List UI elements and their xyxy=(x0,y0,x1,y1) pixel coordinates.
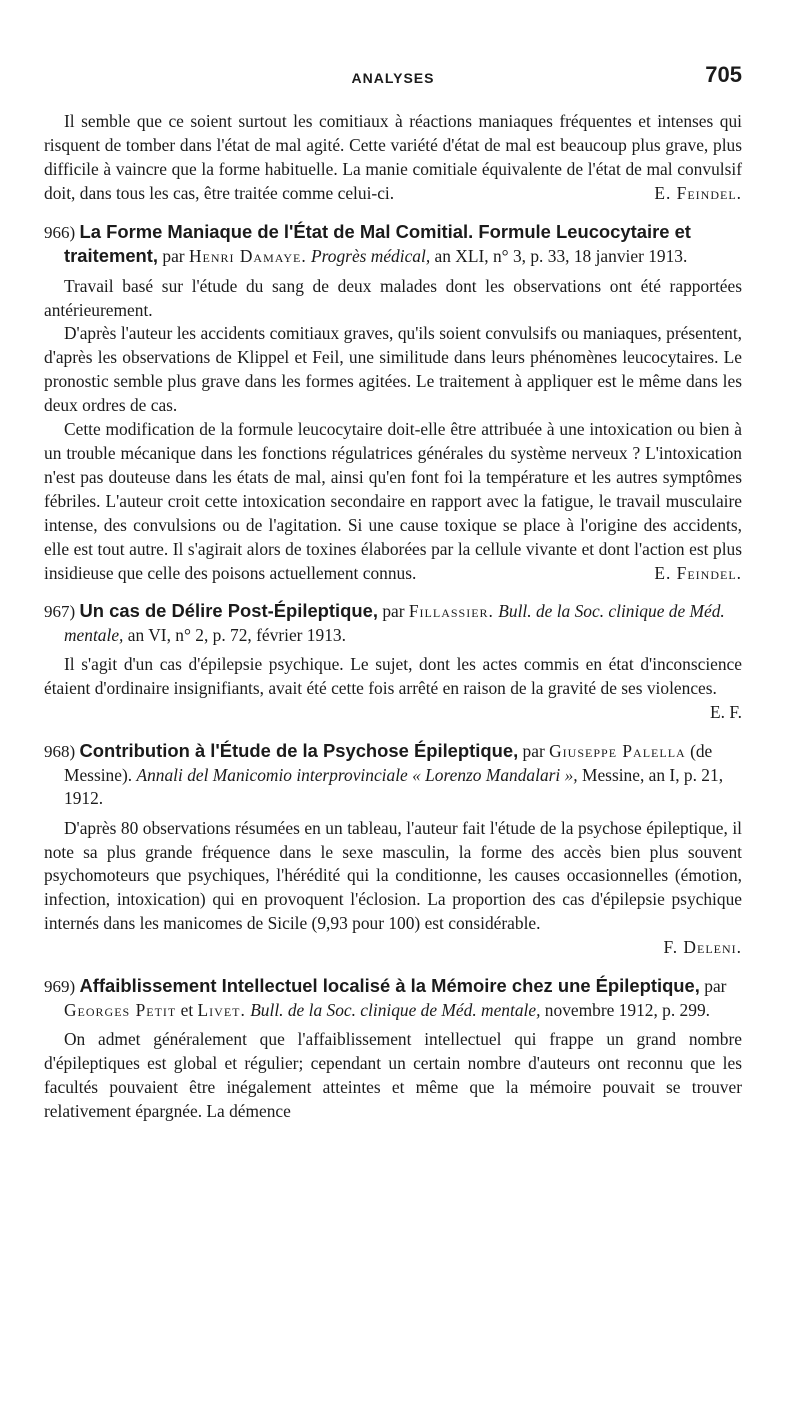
article-author: Henri Damaye. xyxy=(188,246,307,267)
article-969 xyxy=(44,974,742,1124)
intro-signature: E. Feindel. xyxy=(654,182,742,203)
article-number: 967) xyxy=(44,602,76,622)
article-paragraph: On admet généralement que l'affaiblissement intellectuel qui frappe un grand nombre d'épileptiques est global et régulier; cependant un certain nombre d'auteurs ont reconnu que les facultés pouvaient être inégalement atteintes et même que la mémoire pouvait se trouver relativement épargnée. La démence xyxy=(44,1029,742,1121)
article-citation: novembre 1912, p. 299. xyxy=(544,999,710,1020)
article-title: Un cas de Délire Post-Épileptique, xyxy=(79,600,378,622)
article-citation: Messine, an I, p. 21, 1912. xyxy=(64,764,724,809)
page-body xyxy=(44,110,742,1124)
article-968 xyxy=(44,739,742,960)
running-title: ANALYSES xyxy=(351,70,435,86)
article-signature: E. F. xyxy=(710,702,742,723)
article-title: Contribution à l'Étude de la Psychose Épileptique, xyxy=(79,740,519,762)
article-paragraph: Travail basé sur l'étude du sang de deux malades dont les observations ont été rapportées antérieurement. xyxy=(44,275,742,320)
article-paragraph: D'après l'auteur les accidents comitiaux graves, qu'ils soient convulsifs ou maniaques, présentent, d'après les observations de Klippel et Feil, une similitude dans leurs phénomènes leucocytaires. Le pronostic semble plus grave dans les formes agitées. Le traitement à appliquer est le même dans les deux ordres de cas. xyxy=(44,323,742,416)
article-heading: 966) La Forme Maniaque de l'État de Mal Comitial. Formule Leucocytaire et traitement, par Henri Damaye. Progrès médical, an XLI, n° 3, p. 33, 18 janvier 1913. xyxy=(44,220,691,267)
article-author: Georges Petit xyxy=(64,999,177,1020)
article-signature: E. Feindel. xyxy=(654,562,742,583)
article-number: 968) xyxy=(44,742,76,762)
article-journal: Bull. de la Soc. clinique de Méd. mentale, xyxy=(250,999,541,1020)
running-header xyxy=(44,62,742,92)
article-heading: 969) Affaiblissement Intellectuel localisé à la Mémoire chez une Épileptique, par Georges Petit et Livet. Bull. de la Soc. clinique de Méd. mentale, novembre 1912, p. 299. xyxy=(44,975,727,1020)
article-citation: an VI, n° 2, p. 72, février 1913. xyxy=(127,624,346,645)
article-number: 969) xyxy=(44,977,76,997)
article-heading: 967) Un cas de Délire Post-Épileptique, par Fillassier. Bull. de la Soc. clinique de Méd. mentale, an VI, n° 2, p. 72, février 1913. xyxy=(44,600,725,645)
article-paragraph: Cette modification de la formule leucocytaire doit-elle être attribuée à une intoxication ou bien à un trouble mécanique dans les fonctions régulatrices générales du système nerveux ? L'intoxication n'est pas douteuse dans les états de mal, ainsi qu'en font foi la température et les autres symptômes fébriles. L'auteur croit cette intoxication secondaire en rapport avec la fatigue, le travail musculaire intense, des convulsions ou de l'agitation. Si une cause toxique se place à l'origine des accidents, elle est tout autre. Il s'agirait alors de toxines élaborées par la cellule vivante et dont l'action est plus insidieuse que celle des poisons actuellement connus. E. Feindel. xyxy=(44,418,742,585)
article-title: Affaiblissement Intellectuel localisé à la Mémoire chez une Épileptique, xyxy=(79,975,700,997)
page-number: 705 xyxy=(705,62,742,87)
article-citation: an XLI, n° 3, p. 33, 18 janvier 1913. xyxy=(434,246,688,267)
article-author-note: (de Messine). xyxy=(64,741,713,785)
article-paragraph: Il s'agit d'un cas d'épilepsie psychique. Le sujet, dont les actes commis en état d'inconscience étaient d'ordinaire insignifiants, avait été cette fois arrêté en raison de la gravité de ses violences. E. F. xyxy=(44,653,742,701)
article-title: La Forme Maniaque de l'État de Mal Comitial. Formule Leucocytaire et traitement, xyxy=(64,220,691,267)
article-journal: Bull. de la Soc. clinique de Méd. mentale, xyxy=(64,601,725,645)
article-966 xyxy=(44,220,742,586)
article-author-2: Livet. xyxy=(197,999,246,1020)
article-journal: Progrès médical, xyxy=(311,246,431,267)
article-author: Giuseppe Palella xyxy=(549,741,686,762)
article-author: Fillassier. xyxy=(408,601,494,622)
article-967 xyxy=(44,599,742,725)
article-heading: 968) Contribution à l'Étude de la Psychose Épileptique, par Giuseppe Palella (de Messine). Annali del Manicomio interprovinciale « Lorenzo Mandalari », Messine, an I, p. 21, 1912. xyxy=(44,740,724,809)
article-journal: Annali del Manicomio interprovinciale « Lorenzo Mandalari », xyxy=(136,764,578,785)
intro-paragraph: Il semble que ce soient surtout les comitiaux à réactions maniaques fréquentes et intenses qui risquent de tomber dans l'état de mal agité. Cette variété d'état de mal est beaucoup plus grave, plus difficile à vaincre que la forme habituelle. La manie comitiale équivalente de l'état de mal convulsif doit, dans tous les cas, être traitée comme celui-ci. E. Feindel. xyxy=(44,110,742,206)
article-paragraph: D'après 80 observations résumées en un tableau, l'auteur fait l'étude de la psychose épileptique, il note sa plus grande fréquence dans le sexe masculin, la forme des accès bien plus souvent psychomoteurs que psychiques, l'hérédité qui la conditionne, les causes occasionnelles (émotion, infection, intoxication) qui en provoquent l'éclosion. La proportion des cas d'épilepsie psychique internés dans les manicomes de Sicile (9,93 pour 100) est considérable. xyxy=(44,817,742,934)
article-signature: F. Deleni. xyxy=(663,937,742,958)
article-number: 966) xyxy=(44,222,76,242)
